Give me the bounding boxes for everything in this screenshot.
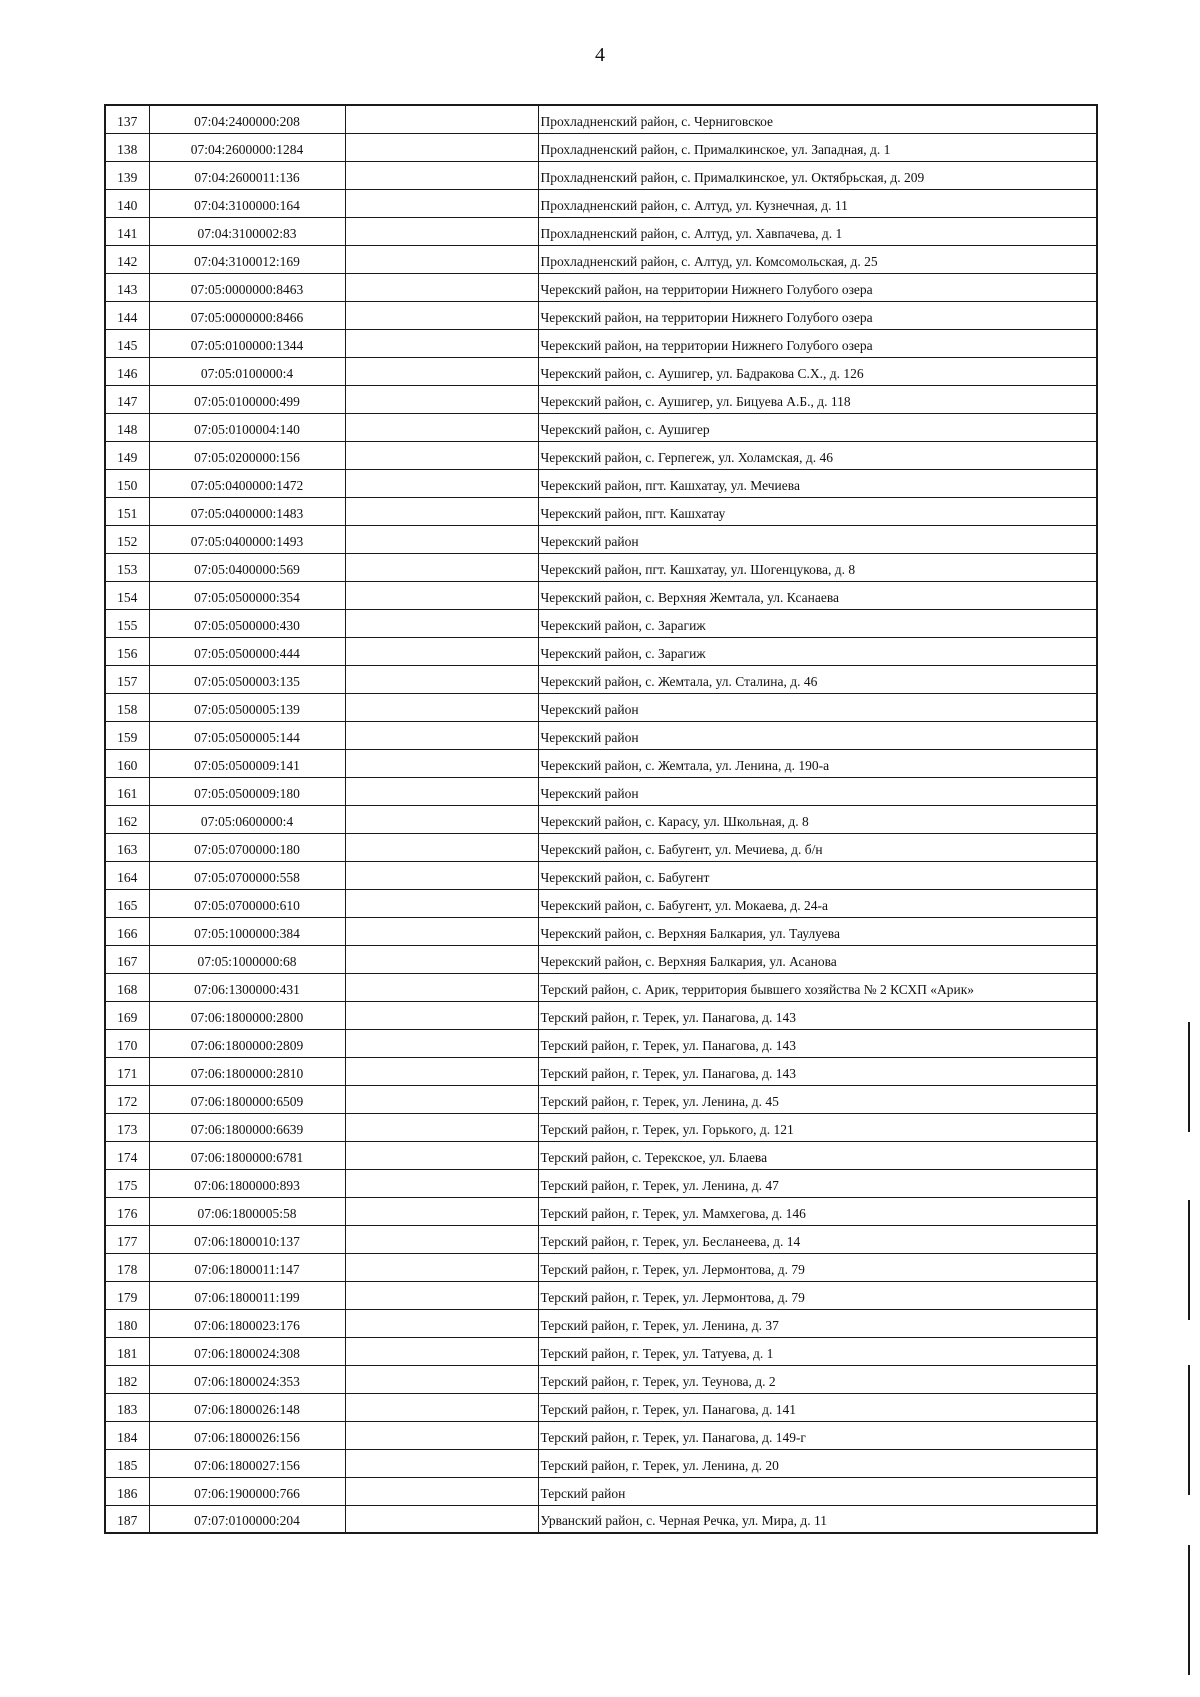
row-number-cell: 175	[105, 1169, 149, 1197]
row-number-cell: 164	[105, 861, 149, 889]
cadastral-number-cell: 07:05:0500003:135	[149, 665, 345, 693]
table-row	[105, 1449, 1097, 1477]
row-number-cell: 187	[105, 1505, 149, 1533]
row-number-cell: 157	[105, 665, 149, 693]
empty-cell	[345, 245, 538, 273]
scan-mark	[1188, 1022, 1190, 1132]
address-cell: Черекский район, с. Верхняя Балкария, ул. Асанова	[538, 945, 1097, 973]
empty-cell	[345, 1449, 538, 1477]
cadastral-number-cell: 07:06:1800011:147	[149, 1253, 345, 1281]
table-row	[105, 1225, 1097, 1253]
empty-cell	[345, 1393, 538, 1421]
row-number-cell: 154	[105, 581, 149, 609]
row-number-cell: 178	[105, 1253, 149, 1281]
table-row	[105, 1337, 1097, 1365]
empty-cell	[345, 301, 538, 329]
table-row	[105, 413, 1097, 441]
address-cell: Прохладненский район, с. Прималкинское, ул. Западная, д. 1	[538, 133, 1097, 161]
row-number-cell: 166	[105, 917, 149, 945]
table-row	[105, 1113, 1097, 1141]
cadastral-number-cell: 07:05:0500009:141	[149, 749, 345, 777]
address-cell: Черекский район, с. Бабугент, ул. Мокаева, д. 24-а	[538, 889, 1097, 917]
row-number-cell: 155	[105, 609, 149, 637]
address-cell: Терский район, г. Терек, ул. Мамхегова, д. 146	[538, 1197, 1097, 1225]
row-number-cell: 183	[105, 1393, 149, 1421]
table-row	[105, 637, 1097, 665]
address-cell: Черекский район, с. Жемтала, ул. Сталина, д. 46	[538, 665, 1097, 693]
cadastral-number-cell: 07:06:1800024:308	[149, 1337, 345, 1365]
address-cell: Терский район, г. Терек, ул. Панагова, д. 143	[538, 1057, 1097, 1085]
empty-cell	[345, 1505, 538, 1533]
cadastral-number-cell: 07:05:0000000:8466	[149, 301, 345, 329]
table-row	[105, 217, 1097, 245]
row-number-cell: 142	[105, 245, 149, 273]
empty-cell	[345, 329, 538, 357]
cadastral-number-cell: 07:05:0700000:180	[149, 833, 345, 861]
empty-cell	[345, 1421, 538, 1449]
cadastral-number-cell: 07:06:1800000:6639	[149, 1113, 345, 1141]
cadastral-number-cell: 07:04:2600011:136	[149, 161, 345, 189]
empty-cell	[345, 581, 538, 609]
table-row	[105, 469, 1097, 497]
row-number-cell: 148	[105, 413, 149, 441]
table-row	[105, 1477, 1097, 1505]
empty-cell	[345, 385, 538, 413]
address-cell: Черекский район	[538, 777, 1097, 805]
table-row	[105, 1029, 1097, 1057]
table-row	[105, 1001, 1097, 1029]
cadastral-number-cell: 07:07:0100000:204	[149, 1505, 345, 1533]
empty-cell	[345, 161, 538, 189]
cadastral-number-cell: 07:05:0500005:139	[149, 693, 345, 721]
address-cell: Черекский район, с. Жемтала, ул. Ленина, д. 190-а	[538, 749, 1097, 777]
empty-cell	[345, 1477, 538, 1505]
address-cell: Черекский район, с. Бабугент	[538, 861, 1097, 889]
address-cell: Черекский район	[538, 721, 1097, 749]
empty-cell	[345, 1365, 538, 1393]
table-row	[105, 301, 1097, 329]
cadastral-number-cell: 07:05:0500009:180	[149, 777, 345, 805]
empty-cell	[345, 525, 538, 553]
address-cell: Терский район, г. Терек, ул. Татуева, д. 1	[538, 1337, 1097, 1365]
row-number-cell: 173	[105, 1113, 149, 1141]
address-cell: Черекский район, с. Аушигер, ул. Бицуева А.Б., д. 118	[538, 385, 1097, 413]
empty-cell	[345, 133, 538, 161]
row-number-cell: 163	[105, 833, 149, 861]
cadastral-number-cell: 07:06:1800000:893	[149, 1169, 345, 1197]
row-number-cell: 174	[105, 1141, 149, 1169]
row-number-cell: 153	[105, 553, 149, 581]
table-row	[105, 385, 1097, 413]
address-cell: Терский район, г. Терек, ул. Ленина, д. 47	[538, 1169, 1097, 1197]
address-cell: Черекский район, с. Верхняя Жемтала, ул. Ксанаева	[538, 581, 1097, 609]
cadastral-number-cell: 07:04:2600000:1284	[149, 133, 345, 161]
address-cell: Прохладненский район, с. Алтуд, ул. Кузнечная, д. 11	[538, 189, 1097, 217]
row-number-cell: 151	[105, 497, 149, 525]
row-number-cell: 141	[105, 217, 149, 245]
empty-cell	[345, 665, 538, 693]
address-cell: Черекский район, пгт. Кашхатау, ул. Шогенцукова, д. 8	[538, 553, 1097, 581]
property-table	[104, 104, 1098, 1534]
table-row	[105, 1169, 1097, 1197]
address-cell: Прохладненский район, с. Прималкинское, ул. Октябрьская, д. 209	[538, 161, 1097, 189]
row-number-cell: 162	[105, 805, 149, 833]
row-number-cell: 172	[105, 1085, 149, 1113]
row-number-cell: 186	[105, 1477, 149, 1505]
cadastral-number-cell: 07:06:1300000:431	[149, 973, 345, 1001]
row-number-cell: 185	[105, 1449, 149, 1477]
row-number-cell: 137	[105, 105, 149, 133]
address-cell: Терский район, г. Терек, ул. Панагова, д. 143	[538, 1001, 1097, 1029]
row-number-cell: 146	[105, 357, 149, 385]
empty-cell	[345, 1169, 538, 1197]
empty-cell	[345, 1085, 538, 1113]
table-row	[105, 777, 1097, 805]
empty-cell	[345, 693, 538, 721]
table-row	[105, 861, 1097, 889]
table-row	[105, 805, 1097, 833]
row-number-cell: 140	[105, 189, 149, 217]
table-row	[105, 357, 1097, 385]
table-row	[105, 609, 1097, 637]
table-row	[105, 1393, 1097, 1421]
address-cell: Черекский район, с. Зарагиж	[538, 637, 1097, 665]
table-row	[105, 1197, 1097, 1225]
cadastral-number-cell: 07:05:0700000:558	[149, 861, 345, 889]
row-number-cell: 176	[105, 1197, 149, 1225]
row-number-cell: 169	[105, 1001, 149, 1029]
empty-cell	[345, 1001, 538, 1029]
table-row	[105, 189, 1097, 217]
address-cell: Черекский район	[538, 693, 1097, 721]
cadastral-number-cell: 07:05:0500005:144	[149, 721, 345, 749]
table-row	[105, 1057, 1097, 1085]
table-row	[105, 1253, 1097, 1281]
table-row	[105, 1365, 1097, 1393]
cadastral-number-cell: 07:05:0700000:610	[149, 889, 345, 917]
cadastral-number-cell: 07:05:0500000:430	[149, 609, 345, 637]
cadastral-number-cell: 07:04:3100000:164	[149, 189, 345, 217]
table-row	[105, 1421, 1097, 1449]
row-number-cell: 138	[105, 133, 149, 161]
address-cell: Черекский район, на территории Нижнего Голубого озера	[538, 329, 1097, 357]
cadastral-number-cell: 07:05:1000000:384	[149, 917, 345, 945]
address-cell: Терский район, г. Терек, ул. Лермонтова, д. 79	[538, 1281, 1097, 1309]
scan-mark	[1188, 1545, 1190, 1675]
table-row	[105, 749, 1097, 777]
table-row	[105, 1281, 1097, 1309]
cadastral-number-cell: 07:05:0500000:354	[149, 581, 345, 609]
page-number: 4	[595, 44, 605, 66]
cadastral-number-cell: 07:05:0400000:1483	[149, 497, 345, 525]
address-cell: Черекский район	[538, 525, 1097, 553]
row-number-cell: 184	[105, 1421, 149, 1449]
table-row	[105, 1085, 1097, 1113]
address-cell: Урванский район, с. Черная Речка, ул. Мира, д. 11	[538, 1505, 1097, 1533]
row-number-cell: 168	[105, 973, 149, 1001]
cadastral-number-cell: 07:06:1800000:2810	[149, 1057, 345, 1085]
cadastral-number-cell: 07:05:0100000:4	[149, 357, 345, 385]
empty-cell	[345, 833, 538, 861]
empty-cell	[345, 1253, 538, 1281]
empty-cell	[345, 609, 538, 637]
address-cell: Черекский район, пгт. Кашхатау, ул. Мечиева	[538, 469, 1097, 497]
empty-cell	[345, 637, 538, 665]
cadastral-number-cell: 07:04:3100012:169	[149, 245, 345, 273]
table-row	[105, 1505, 1097, 1533]
empty-cell	[345, 1029, 538, 1057]
empty-cell	[345, 1281, 538, 1309]
address-cell: Терский район, г. Терек, ул. Горького, д. 121	[538, 1113, 1097, 1141]
cadastral-number-cell: 07:05:0100000:1344	[149, 329, 345, 357]
scan-mark	[1188, 1365, 1190, 1495]
empty-cell	[345, 749, 538, 777]
row-number-cell: 171	[105, 1057, 149, 1085]
row-number-cell: 145	[105, 329, 149, 357]
address-cell: Терский район, с. Терекское, ул. Блаева	[538, 1141, 1097, 1169]
cadastral-number-cell: 07:06:1800024:353	[149, 1365, 345, 1393]
empty-cell	[345, 889, 538, 917]
cadastral-number-cell: 07:05:0400000:569	[149, 553, 345, 581]
row-number-cell: 160	[105, 749, 149, 777]
empty-cell	[345, 469, 538, 497]
address-cell: Терский район, г. Терек, ул. Панагова, д. 143	[538, 1029, 1097, 1057]
row-number-cell: 170	[105, 1029, 149, 1057]
address-cell: Терский район, г. Терек, ул. Панагова, д. 149-г	[538, 1421, 1097, 1449]
cadastral-number-cell: 07:05:0100000:499	[149, 385, 345, 413]
table-row	[105, 329, 1097, 357]
empty-cell	[345, 441, 538, 469]
scan-mark	[1188, 1200, 1190, 1320]
table-row	[105, 1309, 1097, 1337]
table-body	[105, 105, 1097, 1533]
empty-cell	[345, 217, 538, 245]
address-cell: Прохладненский район, с. Алтуд, ул. Хавпачева, д. 1	[538, 217, 1097, 245]
address-cell: Черекский район, на территории Нижнего Голубого озера	[538, 273, 1097, 301]
address-cell: Черекский район, с. Герпегеж, ул. Холамская, д. 46	[538, 441, 1097, 469]
table-row	[105, 553, 1097, 581]
table-row	[105, 161, 1097, 189]
table-row	[105, 889, 1097, 917]
row-number-cell: 161	[105, 777, 149, 805]
row-number-cell: 177	[105, 1225, 149, 1253]
cadastral-number-cell: 07:04:3100002:83	[149, 217, 345, 245]
empty-cell	[345, 1141, 538, 1169]
cadastral-number-cell: 07:06:1800000:2800	[149, 1001, 345, 1029]
empty-cell	[345, 973, 538, 1001]
table-row	[105, 133, 1097, 161]
cadastral-number-cell: 07:05:1000000:68	[149, 945, 345, 973]
empty-cell	[345, 1337, 538, 1365]
table-row	[105, 441, 1097, 469]
empty-cell	[345, 413, 538, 441]
address-cell: Терский район, г. Терек, ул. Панагова, д. 141	[538, 1393, 1097, 1421]
empty-cell	[345, 1225, 538, 1253]
empty-cell	[345, 861, 538, 889]
cadastral-number-cell: 07:05:0100004:140	[149, 413, 345, 441]
table-row	[105, 581, 1097, 609]
row-number-cell: 158	[105, 693, 149, 721]
cadastral-number-cell: 07:06:1800010:137	[149, 1225, 345, 1253]
cadastral-number-cell: 07:06:1800011:199	[149, 1281, 345, 1309]
address-cell: Терский район, г. Терек, ул. Теунова, д. 2	[538, 1365, 1097, 1393]
cadastral-number-cell: 07:06:1800023:176	[149, 1309, 345, 1337]
cadastral-number-cell: 07:06:1800000:6509	[149, 1085, 345, 1113]
row-number-cell: 180	[105, 1309, 149, 1337]
table-row	[105, 245, 1097, 273]
table-row	[105, 665, 1097, 693]
row-number-cell: 152	[105, 525, 149, 553]
row-number-cell: 149	[105, 441, 149, 469]
row-number-cell: 150	[105, 469, 149, 497]
cadastral-number-cell: 07:05:0400000:1493	[149, 525, 345, 553]
cadastral-number-cell: 07:05:0400000:1472	[149, 469, 345, 497]
address-cell: Черекский район, с. Карасу, ул. Школьная, д. 8	[538, 805, 1097, 833]
row-number-cell: 179	[105, 1281, 149, 1309]
cadastral-number-cell: 07:06:1800026:156	[149, 1421, 345, 1449]
address-cell: Терский район, с. Арик, территория бывшего хозяйства № 2 КСХП «Арик»	[538, 973, 1097, 1001]
table-row	[105, 273, 1097, 301]
empty-cell	[345, 497, 538, 525]
address-cell: Терский район, г. Терек, ул. Ленина, д. 45	[538, 1085, 1097, 1113]
empty-cell	[345, 189, 538, 217]
cadastral-number-cell: 07:05:0600000:4	[149, 805, 345, 833]
cadastral-number-cell: 07:05:0500000:444	[149, 637, 345, 665]
address-cell: Черекский район, с. Зарагиж	[538, 609, 1097, 637]
address-cell: Черекский район, с. Аушигер, ул. Бадракова С.Х., д. 126	[538, 357, 1097, 385]
row-number-cell: 182	[105, 1365, 149, 1393]
empty-cell	[345, 945, 538, 973]
row-number-cell: 156	[105, 637, 149, 665]
cadastral-number-cell: 07:05:0000000:8463	[149, 273, 345, 301]
row-number-cell: 147	[105, 385, 149, 413]
empty-cell	[345, 1113, 538, 1141]
row-number-cell: 181	[105, 1337, 149, 1365]
empty-cell	[345, 917, 538, 945]
address-cell: Прохладненский район, с. Черниговское	[538, 105, 1097, 133]
row-number-cell: 144	[105, 301, 149, 329]
table-row	[105, 945, 1097, 973]
row-number-cell: 165	[105, 889, 149, 917]
address-cell: Терский район, г. Терек, ул. Ленина, д. 20	[538, 1449, 1097, 1477]
empty-cell	[345, 357, 538, 385]
cadastral-number-cell: 07:06:1900000:766	[149, 1477, 345, 1505]
empty-cell	[345, 553, 538, 581]
row-number-cell: 143	[105, 273, 149, 301]
address-cell: Терский район, г. Терек, ул. Ленина, д. 37	[538, 1309, 1097, 1337]
address-cell: Черекский район, с. Верхняя Балкария, ул. Таулуева	[538, 917, 1097, 945]
cadastral-number-cell: 07:06:1800005:58	[149, 1197, 345, 1225]
cadastral-number-cell: 07:04:2400000:208	[149, 105, 345, 133]
address-cell: Терский район, г. Терек, ул. Лермонтова, д. 79	[538, 1253, 1097, 1281]
row-number-cell: 139	[105, 161, 149, 189]
empty-cell	[345, 273, 538, 301]
cadastral-number-cell: 07:06:1800027:156	[149, 1449, 345, 1477]
address-cell: Черекский район, на территории Нижнего Голубого озера	[538, 301, 1097, 329]
empty-cell	[345, 105, 538, 133]
empty-cell	[345, 1057, 538, 1085]
table-row	[105, 105, 1097, 133]
table-row	[105, 497, 1097, 525]
empty-cell	[345, 805, 538, 833]
cadastral-number-cell: 07:06:1800000:2809	[149, 1029, 345, 1057]
address-cell: Терский район	[538, 1477, 1097, 1505]
cadastral-number-cell: 07:05:0200000:156	[149, 441, 345, 469]
row-number-cell: 167	[105, 945, 149, 973]
table-row	[105, 693, 1097, 721]
table-row	[105, 833, 1097, 861]
address-cell: Черекский район, с. Аушигер	[538, 413, 1097, 441]
address-cell: Прохладненский район, с. Алтуд, ул. Комсомольская, д. 25	[538, 245, 1097, 273]
cadastral-number-cell: 07:06:1800000:6781	[149, 1141, 345, 1169]
cadastral-number-cell: 07:06:1800026:148	[149, 1393, 345, 1421]
empty-cell	[345, 777, 538, 805]
table-row	[105, 1141, 1097, 1169]
table-row	[105, 525, 1097, 553]
empty-cell	[345, 1197, 538, 1225]
table-row	[105, 721, 1097, 749]
table-row	[105, 973, 1097, 1001]
empty-cell	[345, 721, 538, 749]
empty-cell	[345, 1309, 538, 1337]
address-cell: Терский район, г. Терек, ул. Бесланеева, д. 14	[538, 1225, 1097, 1253]
row-number-cell: 159	[105, 721, 149, 749]
table-row	[105, 917, 1097, 945]
address-cell: Черекский район, пгт. Кашхатау	[538, 497, 1097, 525]
address-cell: Черекский район, с. Бабугент, ул. Мечиева, д. б/н	[538, 833, 1097, 861]
